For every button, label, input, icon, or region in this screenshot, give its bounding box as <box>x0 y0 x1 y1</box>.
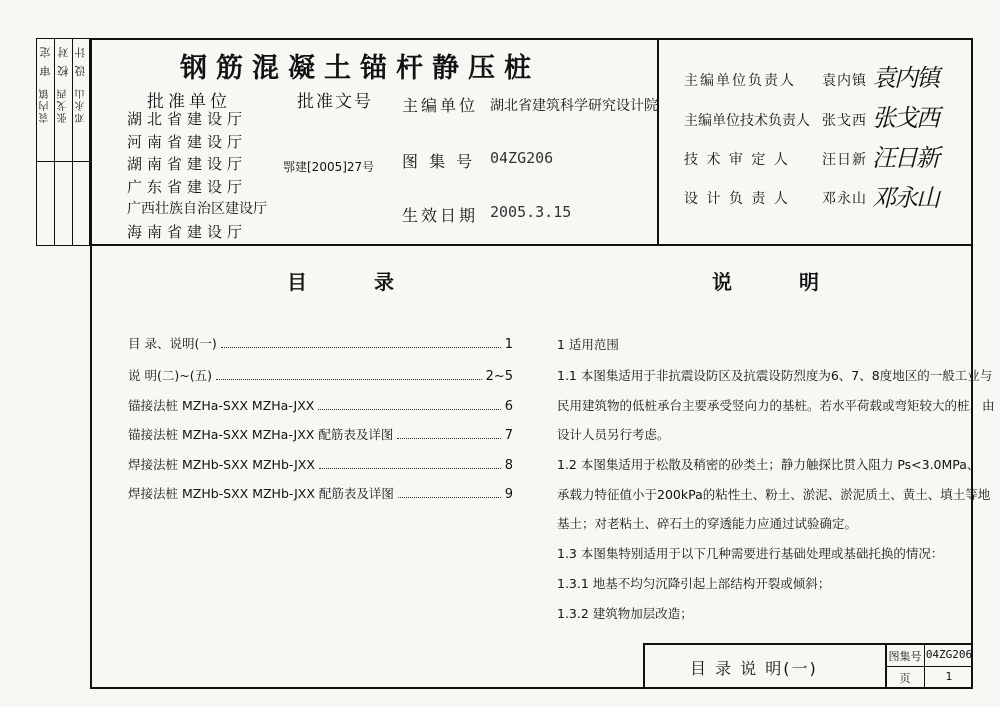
toc-label: 焊接法桩 MZHb-SXX MZHb-JXX 配筋表及详图 <box>128 486 394 501</box>
sidebar-check-name: 张戈西 <box>58 86 69 123</box>
approve-units-list <box>127 108 267 243</box>
tb-atlas-value: 04ZG206 <box>925 648 973 661</box>
toc-label: 锚接法桩 MZHa-SXX MZHa-JXX <box>128 398 315 413</box>
toc-leader <box>319 468 501 469</box>
resp-role: 主编单位技术负责人 <box>684 113 810 129</box>
resp-signature: 汪日新 <box>872 144 938 172</box>
toc-leader <box>397 438 500 439</box>
page-title: 钢筋混凝土锚杆静压桩 <box>180 53 540 84</box>
resp-name: 袁内镇 <box>822 73 867 89</box>
toc-leader <box>221 347 501 348</box>
sidebar-approve-label: 审 定 <box>38 45 52 77</box>
sidebar-design-label: 设 计 <box>74 45 87 77</box>
note-line: 基土；对老粘土、碎石土的穿透能力应通过试验确定。 <box>557 516 858 531</box>
sidebar-approve-name: 袁内镇 <box>40 86 51 123</box>
toc-row[interactable] <box>128 396 513 414</box>
atlas-no-value: 04ZG206 <box>490 149 554 167</box>
toc-heading: 目 录 <box>287 270 424 294</box>
approve-unit-item: 海南省建设厅 <box>127 222 248 241</box>
toc-leader <box>318 409 500 410</box>
toc-label: 焊接法桩 MZHb-SXX MZHb-JXX <box>128 457 315 472</box>
resp-signature: 袁内镇 <box>872 64 938 92</box>
toc-leader <box>216 379 482 380</box>
toc-page: 6 <box>504 399 513 414</box>
chief-unit-value: 湖北省建筑科学研究设计院 <box>490 98 658 114</box>
sidebar-col-design <box>73 39 89 245</box>
sheet-title: 目 录 说 明(一) <box>690 659 818 678</box>
resp-role: 主编单位负责人 <box>684 73 796 89</box>
toc-leader <box>398 497 501 498</box>
resp-role: 技 术 审 定 人 <box>684 152 790 168</box>
toc-row[interactable] <box>128 484 513 502</box>
resp-signature: 邓永山 <box>872 184 938 212</box>
note-line: 1.3.2 建筑物加层改造； <box>557 606 693 621</box>
toc-label: 锚接法桩 MZHa-SXX MZHa-JXX 配筋表及详图 <box>128 427 394 442</box>
note-line: 1.1 本图集适用于非抗震设防区及抗震设防烈度为6、7、8度地区的一般工业与 <box>557 368 993 383</box>
toc-page: 2~5 <box>485 369 513 384</box>
toc-row[interactable] <box>128 366 513 384</box>
resp-name: 汪日新 <box>822 152 867 168</box>
effective-date-value: 2005.3.15 <box>490 203 572 221</box>
note-line: 1.2 本图集适用于松散及稍密的砂类土；静力触探比贯入阻力 Ps<3.0MPa、 <box>557 457 980 472</box>
approve-unit-item: 湖南省建设厅 <box>127 155 248 173</box>
toc-label: 目 录、说明(一) <box>128 336 217 351</box>
resp-name: 邓永山 <box>822 191 867 207</box>
tb-atlas-label: 图集号 <box>888 650 922 663</box>
approve-unit-item: 河南省建设厅 <box>127 132 248 151</box>
toc-row[interactable] <box>128 334 513 352</box>
toc-row[interactable] <box>128 425 513 443</box>
notes-heading: 说 明 <box>712 270 849 294</box>
sidebar-check-label: 校 对 <box>56 45 70 77</box>
sidebar-col-approve <box>37 39 55 245</box>
note-line: 设计人员另行考虑。 <box>557 427 670 442</box>
approve-doc-heading: 批准文号 <box>297 92 373 112</box>
tb-page-label: 页 <box>899 672 911 685</box>
approve-unit-item: 广西壮族自治区建设厅 <box>127 201 267 217</box>
note-line: 1.3.1 地基不均匀沉降引起上部结构开裂或倾斜； <box>557 576 831 591</box>
header-vertical-divider <box>657 38 659 245</box>
approve-unit-item: 广东省建设厅 <box>127 177 248 196</box>
approve-doc-number: 鄂建[2005]27号 <box>283 160 375 174</box>
toc-page: 7 <box>504 428 513 443</box>
toc-label: 说 明(二)~(五) <box>128 368 212 383</box>
toc-page: 8 <box>504 458 513 473</box>
note-line: 1.3 本图集特别适用于以下几种需要进行基础处理或基础托换的情况： <box>557 546 944 561</box>
approve-unit-item: 湖北省建设厅 <box>127 110 248 128</box>
resp-role: 设 计 负 责 人 <box>684 191 790 207</box>
toc-page: 9 <box>504 487 513 502</box>
header-divider <box>90 244 973 246</box>
effective-date-label: 生效日期 <box>402 206 479 225</box>
sidebar-design-name: 邓永山 <box>75 86 87 123</box>
resp-name: 张戈西 <box>822 113 867 129</box>
resp-signature: 张戈西 <box>872 104 938 132</box>
signature-strip <box>36 38 90 246</box>
chief-unit-label: 主编单位 <box>402 96 479 115</box>
note-line: 1 适用范围 <box>557 337 619 352</box>
tb-page-value: 1 <box>945 670 953 683</box>
sidebar-divider <box>37 161 89 162</box>
note-line: 承载力特征值小于200kPa的粘性土、粉土、淤泥、淤泥质土、黄土、填土等地 <box>557 487 991 502</box>
toc-row[interactable] <box>128 455 513 473</box>
atlas-no-label: 图 集 号 <box>402 152 476 171</box>
sidebar-col-check <box>55 39 73 245</box>
title-block-divider <box>885 666 973 667</box>
note-line: 民用建筑物的低桩承台主要承受竖向力的基桩。若水平荷载或弯矩较大的桩，由 <box>557 398 995 413</box>
approve-unit-heading: 批准单位 <box>147 92 231 112</box>
toc-page: 1 <box>504 337 513 352</box>
